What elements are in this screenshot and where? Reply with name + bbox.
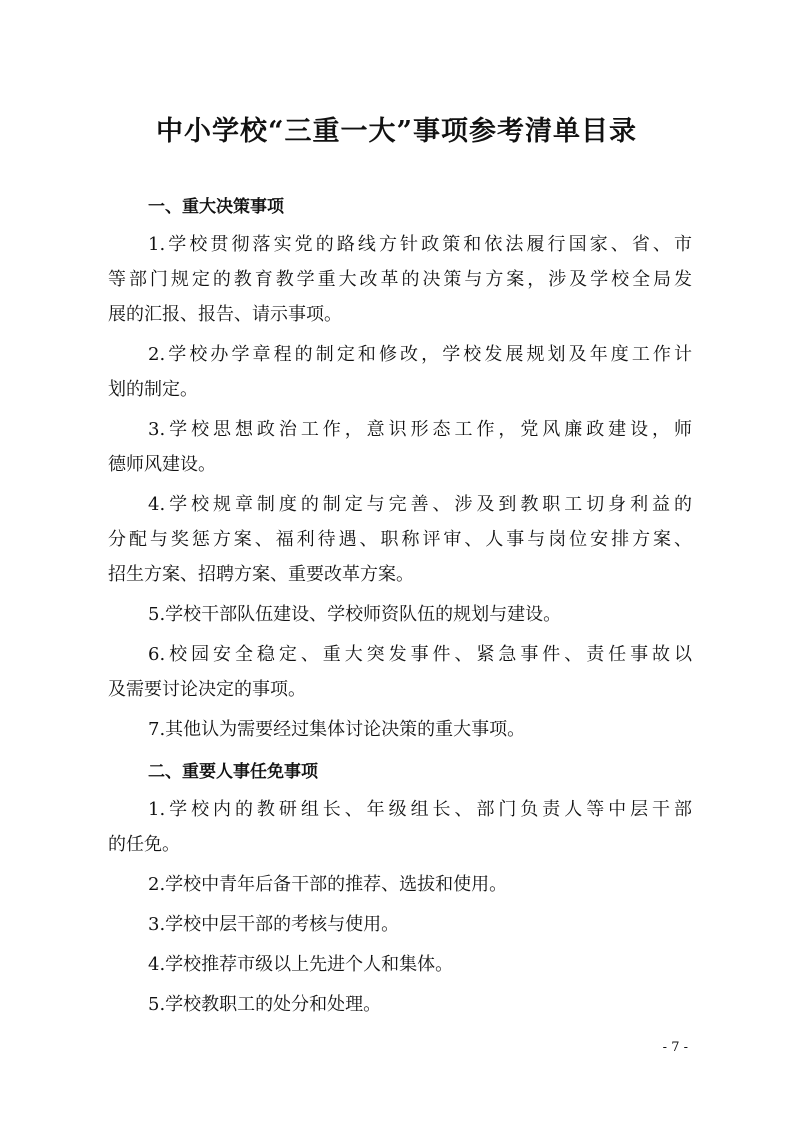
paragraph-line: 1.学校内的教研组长、年级组长、部门负责人等中层干部	[148, 799, 692, 820]
list-item	[108, 337, 692, 412]
paragraph-line: 及需要讨论决定的事项。	[108, 679, 306, 700]
paragraph-line: 德师风建设。	[108, 454, 216, 475]
list-item	[108, 412, 692, 487]
page-number: - 7 -	[662, 1040, 688, 1055]
list-item	[108, 947, 692, 987]
paragraph-line: 3.学校中层干部的考核与使用。	[148, 914, 400, 935]
paragraph-line: 的任免。	[108, 834, 180, 855]
paragraph-line: 4.学校规章制度的制定与完善、涉及到教职工切身利益的	[148, 494, 692, 515]
paragraph-line: 2.学校办学章程的制定和修改，学校发展规划及年度工作计	[148, 344, 692, 365]
paragraph-line: 划的制定。	[108, 379, 198, 400]
paragraph-line: 5.学校干部队伍建设、学校师资队伍的规划与建设。	[148, 604, 562, 625]
paragraph-line: 展的汇报、报告、请示事项。	[108, 304, 342, 325]
list-item	[108, 597, 692, 637]
list-item	[108, 987, 692, 1027]
paragraph-line: 7.其他认为需要经过集体讨论决策的重大事项。	[148, 719, 526, 740]
paragraph-line: 分配与奖惩方案、福利待遇、职称评审、人事与岗位安排方案、	[108, 529, 692, 550]
document-body	[108, 187, 692, 1027]
paragraph-line: 3.学校思想政治工作，意识形态工作，党风廉政建设，师	[148, 419, 692, 440]
paragraph-line: 4.学校推荐市级以上先进个人和集体。	[148, 954, 454, 975]
list-item	[108, 867, 692, 907]
list-item	[108, 227, 692, 337]
list-item	[108, 712, 692, 752]
list-item	[108, 487, 692, 597]
document-title: 中小学校“三重一大”事项参考清单目录	[155, 116, 638, 147]
paragraph-line: 5.学校教职工的处分和处理。	[148, 994, 382, 1015]
section-heading-personnel-appointments: 二、重要人事任免事项	[148, 762, 318, 782]
paragraph-line: 6.校园安全稳定、重大突发事件、紧急事件、责任事故以	[148, 644, 692, 665]
paragraph-line: 1.学校贯彻落实党的路线方针政策和依法履行国家、省、市	[148, 234, 692, 255]
list-item	[108, 792, 692, 867]
section-heading-major-decisions: 一、重大决策事项	[148, 197, 284, 217]
list-item	[108, 907, 692, 947]
paragraph-line: 等部门规定的教育教学重大改革的决策与方案，涉及学校全局发	[108, 269, 692, 290]
paragraph-line: 招生方案、招聘方案、重要改革方案。	[108, 564, 414, 585]
paragraph-line: 2.学校中青年后备干部的推荐、选拔和使用。	[148, 874, 508, 895]
list-item	[108, 637, 692, 712]
